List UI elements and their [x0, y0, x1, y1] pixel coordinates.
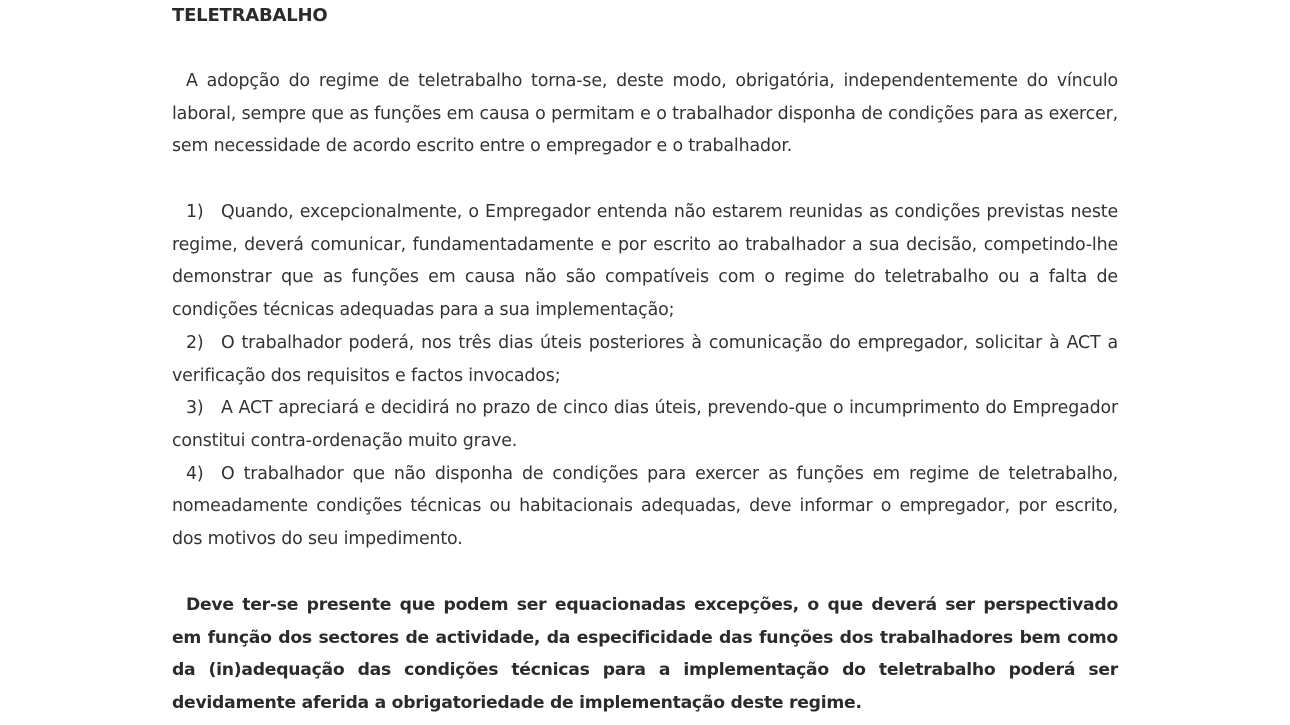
closing-paragraph: Deve ter-se presente que podem ser equacionadas excepções, o que deverá ser perspectivado em função dos sectores de actividade, da especificidade das funções dos trabalhadores bem como da (in)adequação das condições técnicas para a implementação do teletrabalho poderá ser devidamente aferida a obrigatoriedade de implementação deste regime.: [172, 595, 1118, 714]
list-item: [172, 196, 1118, 327]
numbered-list: [172, 196, 1118, 556]
list-item-number: 4): [186, 463, 204, 484]
list-item-text: Quando, excepcionalmente, o Empregador entenda não estarem reunidas as condições previstas neste regime, deverá comunicar, fundamentadamente e por escrito ao trabalhador a sua decisão, competindo-lhe demonstrar que as funções em causa não são compatíveis com o regime do teletrabalho ou a falta de condições técnicas adequadas para a sua implementação;: [172, 202, 1118, 321]
list-item-number: 3): [186, 398, 204, 419]
document-heading: TELETRABALHO: [172, 5, 328, 26]
list-item-text: A ACT apreciará e decidirá no prazo de cinco dias úteis, prevendo-que o incumprimento do Empregador constitui contra-ordenação muito grave.: [172, 398, 1118, 451]
list-item-text: O trabalhador que não disponha de condições para exercer as funções em regime de teletrabalho, nomeadamente condições técnicas ou habitacionais adequadas, deve informar o empregador, por escrito, dos motivos do seu impedimento.: [172, 463, 1118, 550]
list-item: [172, 392, 1118, 457]
list-item-text: O trabalhador poderá, nos três dias úteis posteriores à comunicação do empregador, solicitar à ACT a verificação dos requisitos e factos invocados;: [172, 332, 1118, 386]
list-item-number: 1): [186, 202, 204, 222]
list-item: [172, 327, 1118, 392]
intro-paragraph: A adopção do regime de teletrabalho torna-se, deste modo, obrigatória, independentemente do vínculo laboral, sempre que as funções em causa o permitam e o trabalhador disponha de condições para as exercer, sem necessidade de acordo escrito entre o empregador e o trabalhador.: [172, 71, 1118, 157]
list-item: [172, 458, 1118, 556]
list-item-number: 2): [186, 332, 204, 353]
